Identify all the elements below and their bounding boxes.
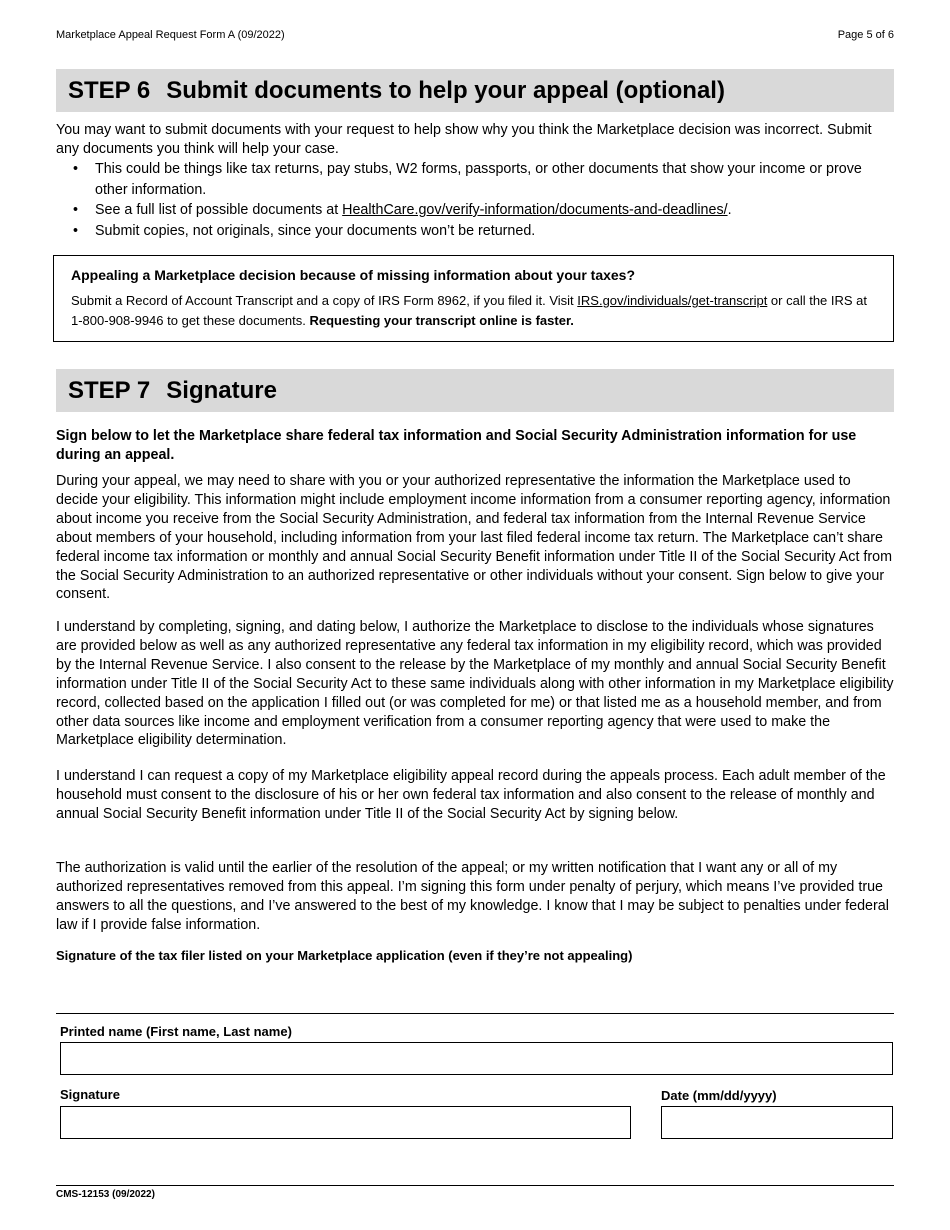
callout-text-bold: Requesting your transcript online is faster. <box>309 312 574 328</box>
step6-intro: You may want to submit documents with your request to help show why you think the Marketplace decision was incorrect. Submit any documents you think will help your case. <box>56 122 872 157</box>
bullet-text: Submit copies, not originals, since your documents won’t be returned. <box>95 222 536 239</box>
step6-heading <box>56 69 894 112</box>
list-item <box>56 221 894 242</box>
callout-body <box>71 291 876 330</box>
header-form-name: Marketplace Appeal Request Form A (09/2022) <box>56 29 285 41</box>
bullet-prefix: See a full list of possible documents at <box>95 202 343 218</box>
step6-bullet-list <box>56 159 894 241</box>
step7-paragraph-2: I understand by completing, signing, and dating below, I authorize the Marketplace to disclose to the individuals whose signatures are provided below as well as any authorized representative any federal tax information in my eligibility record, which was provided by the Internal Revenue Service. I also consent to the release by the Marketplace of my monthly and annual Social Security Benefit information under Title II of the Social Security Act to these same individuals along with other information in my Marketplace eligibility record, collected based on the application I filled out (or was completed for me) or that listed me as a household member, and from other data sources like income and employment verification from a consumer reporting agency that were used to make the Marketplace eligibility determination. <box>56 619 894 749</box>
printed-name-field[interactable] <box>60 1042 893 1075</box>
get-transcript-link[interactable]: IRS.gov/individuals/get-transcript <box>577 293 768 308</box>
step7-number: STEP 7 <box>68 377 151 404</box>
step6-number: STEP 6 <box>68 77 151 104</box>
header-page-number: Page 5 of 6 <box>837 29 894 41</box>
step7-lead: Sign below to let the Marketplace share federal tax information and Social Security Administration information for use during an appeal. <box>56 428 857 463</box>
callout-title: Appealing a Marketplace decision because of missing information about your taxes? <box>71 267 636 283</box>
bullet-suffix: . <box>727 202 732 218</box>
list-item <box>56 200 894 221</box>
footer-divider <box>56 1185 894 1186</box>
signature-heading: Signature of the tax filer listed on your Marketplace application (even if they’re not appealing) <box>56 948 633 963</box>
step7-paragraph-3: I understand I can request a copy of my Marketplace eligibility appeal record during the appeals process. Each adult member of the household must consent to the disclosure of his or her own federal tax information and also consent to the release of monthly and annual Social Security Benefit information under Title II of the Social Security Act by signing below. <box>56 768 886 822</box>
callout-text-middle: or call the IRS at 1-800-908-9946 to get these documents. <box>71 293 868 328</box>
tax-info-callout <box>53 255 894 342</box>
step7-paragraph-1: During your appeal, we may need to share with you or your authorized representative the information the Marketplace used to decide your eligibility. This information might include employment income information from a consumer reporting agency, information about income you receive from the Social Security Administration, and federal tax information from the Internal Revenue Service about members of your household, including information from your last filed federal income tax return. The Marketplace can’t share federal income tax information or monthly and annual Social Security Benefit information under Title II of the Social Security Act from the Social Security Administration to an authorized representative or other individuals without your consent. Sign below to give your consent. <box>56 473 892 603</box>
date-field[interactable] <box>661 1106 893 1139</box>
step6-title: Submit documents to help your appeal (optional) <box>166 77 725 104</box>
divider <box>56 1013 894 1014</box>
step7-heading <box>56 369 894 412</box>
callout-text-prefix: Submit a Record of Account Transcript and a copy of IRS Form 8962, if you filed it. Visit <box>71 293 578 308</box>
step7-paragraph-4: The authorization is valid until the earlier of the resolution of the appeal; or my written notification that I want any or all of my authorized representatives removed from this appeal. I’m signing this form under penalty of perjury, which means I’ve provided true answers to all the questions, and I’ve answered to the best of my knowledge. I know that I may be subject to penalties under federal law if I provide false information. <box>56 860 889 933</box>
documents-deadlines-link[interactable]: HealthCare.gov/verify-information/documents-and-deadlines/ <box>342 202 728 218</box>
printed-name-label: Printed name (First name, Last name) <box>60 1024 292 1039</box>
footer-form-number: CMS-12153 (09/2022) <box>56 1189 155 1200</box>
step7-title: Signature <box>166 377 277 404</box>
signature-label: Signature <box>60 1087 120 1102</box>
date-label: Date (mm/dd/yyyy) <box>661 1088 777 1103</box>
list-item <box>56 159 894 200</box>
signature-field[interactable] <box>60 1106 631 1139</box>
bullet-text: This could be things like tax returns, pay stubs, W2 forms, passports, or other documents that show your income or prove other information. <box>95 161 862 198</box>
